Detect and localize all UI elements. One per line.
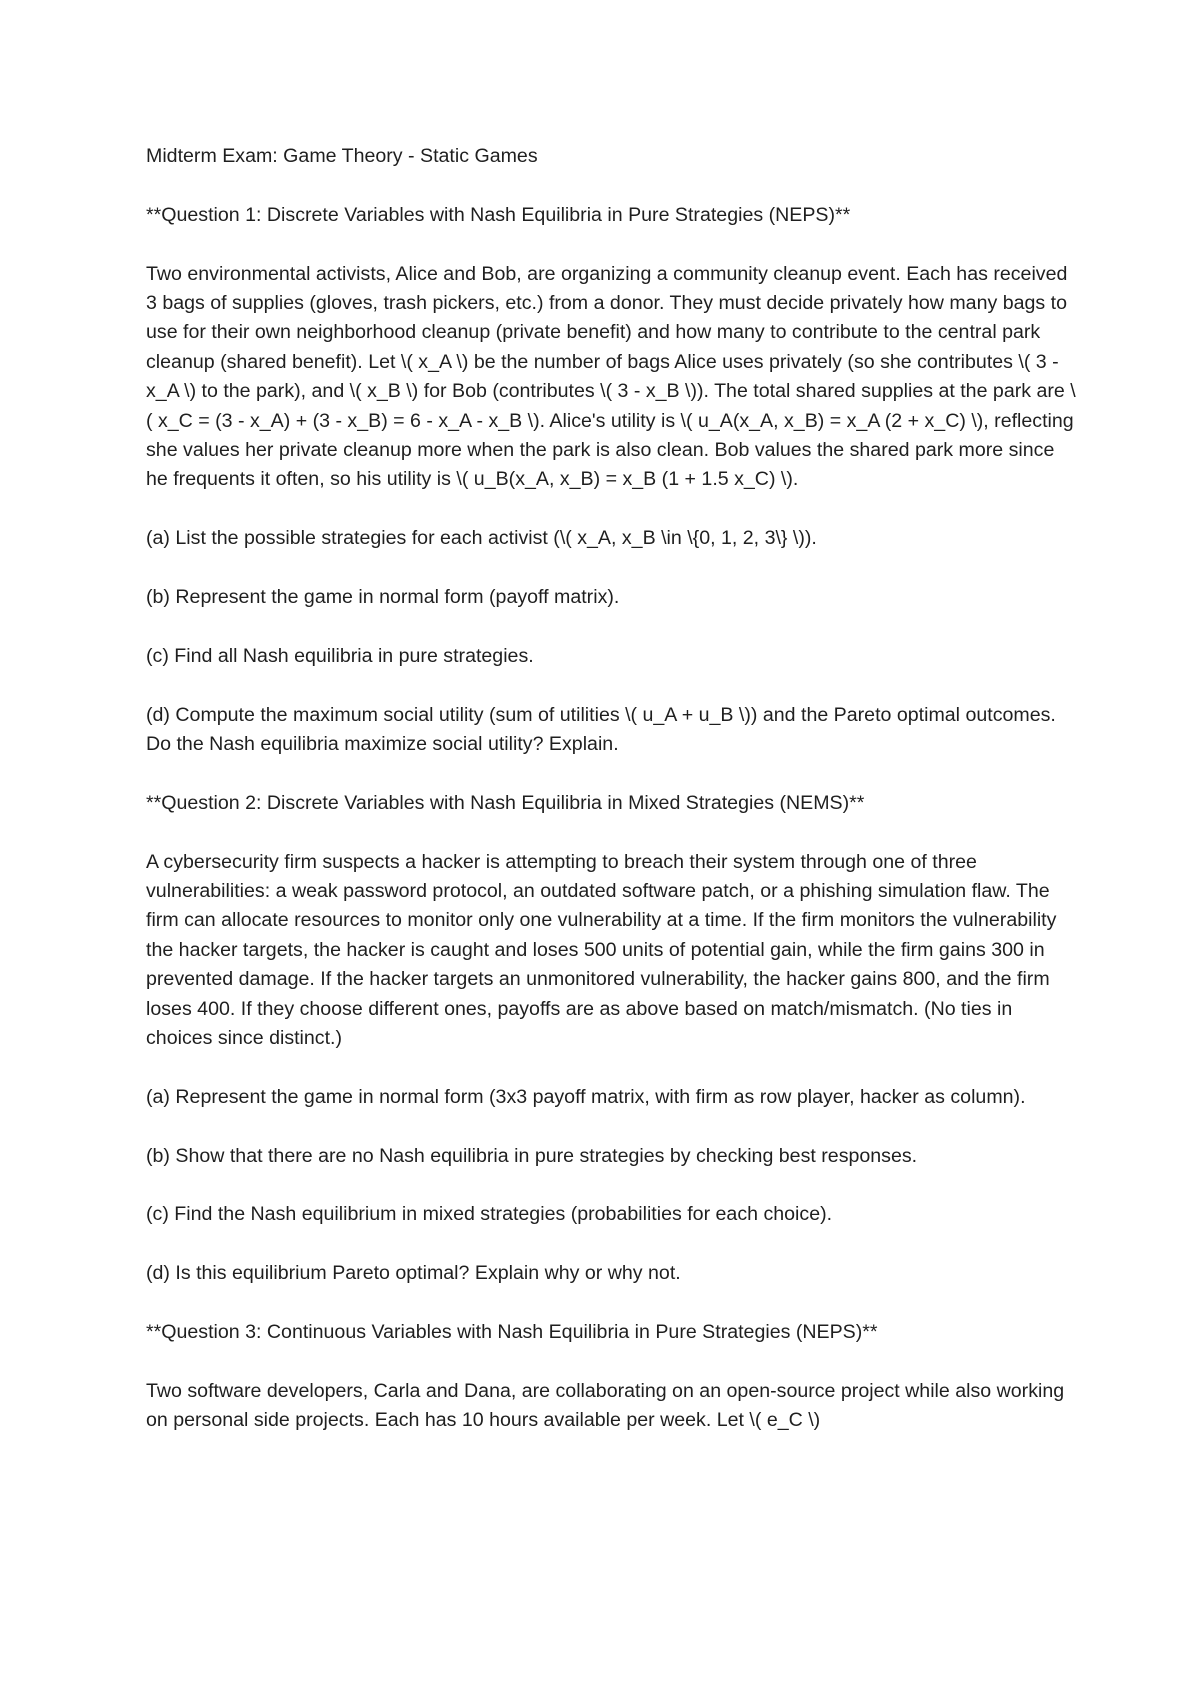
question-1-body: Two environmental activists, Alice and Bob, are organizing a community cleanup event. Each has received 3 bags of supplies (gloves, trash pickers, etc.) from a donor. They must decide privately how many bags to use for their own neighborhood cleanup (private benefit) and how many to contribute to the central park cleanup (shared benefit). Let \( x_A \) be the number of bags Alice uses privately (so she contributes \( 3 - x_A \) to the park), and \( x_B \) for Bob (contributes \( 3 - x_B \)). The total shared supplies at the park are \( x_C = (3 - x_A) + (3 - x_B) = 6 - x_A - x_B \). Alice's utility is \( u_A(x_A, x_B) = x_A (2 + x_C) \), reflecting she values her private cleanup more when the park is also clean. Bob values the shared park more since he frequents it often, so his utility is \( u_B(x_A, x_B) = x_B (1 + 1.5 x_C) \). [146, 262, 1076, 491]
question-2-body: A cybersecurity firm suspects a hacker is attempting to breach their system through one of three vulnerabilities: a weak password protocol, an outdated software patch, or a phishing simulation flaw. The firm can allocate resources to monitor only one vulnerability at a time. If the firm monitors the vulnerability the hacker targets, the hacker is caught and loses 500 units of potential gain, while the firm gains 300 in prevented damage. If the hacker targets an unmonitored vulnerability, the hacker gains 800, and the firm loses 400. If they choose different ones, payoffs are as above based on match/mismatch. (No ties in choices since distinct.) [146, 850, 1057, 1050]
question-1-part-c: (c) Find all Nash equilibria in pure strategies. [146, 644, 534, 667]
document-page [146, 142, 1080, 1465]
question-1-part-d: (d) Compute the maximum social utility (sum of utilities \( u_A + u_B \)) and the Pareto optimal outcomes. Do the Nash equilibria maximize social utility? Explain. [146, 703, 1056, 756]
question-2-part-d: (d) Is this equilibrium Pareto optimal? Explain why or why not. [146, 1262, 681, 1285]
question-3-body: Two software developers, Carla and Dana, are collaborating on an open-source project while also working on personal side projects. Each has 10 hours available per week. Let \( e_C \) [146, 1379, 1065, 1432]
question-1-part-a: (a) List the possible strategies for each activist (\( x_A, x_B \in \{0, 1, 2, 3\} \)). [146, 527, 817, 550]
question-3-heading: **Question 3: Continuous Variables with Nash Equilibria in Pure Strategies (NEPS)** [146, 1321, 878, 1344]
question-2-part-b: (b) Show that there are no Nash equilibria in pure strategies by checking best responses. [146, 1144, 918, 1167]
document-title: Midterm Exam: Game Theory - Static Games [146, 145, 538, 167]
question-2-part-a: (a) Represent the game in normal form (3x3 payoff matrix, with firm as row player, hacker as column). [146, 1085, 1026, 1108]
question-2-part-c: (c) Find the Nash equilibrium in mixed strategies (probabilities for each choice). [146, 1203, 833, 1226]
question-2-heading: **Question 2: Discrete Variables with Nash Equilibria in Mixed Strategies (NEMS)** [146, 791, 865, 814]
question-1-part-b: (b) Represent the game in normal form (payoff matrix). [146, 586, 620, 609]
question-1-heading: **Question 1: Discrete Variables with Nash Equilibria in Pure Strategies (NEPS)** [146, 203, 851, 226]
